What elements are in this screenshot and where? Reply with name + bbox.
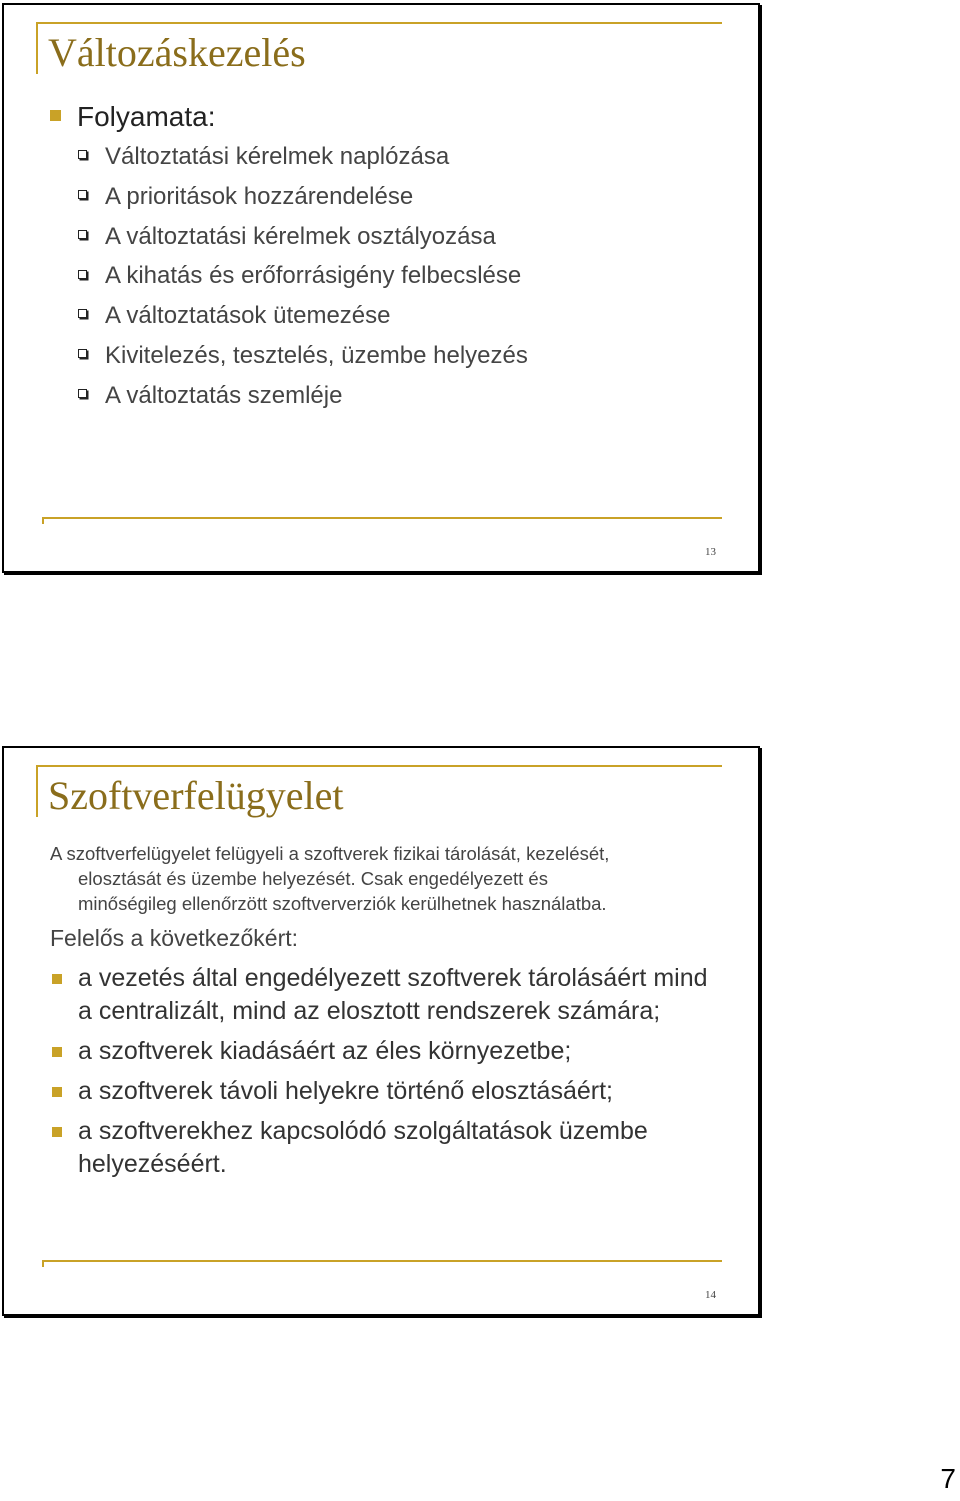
responsibilities-heading: Felelős a következőkért: [50,925,299,951]
title-rule [36,765,722,767]
footer-rule-tick [42,517,44,524]
slide-13 [2,3,760,573]
intro-line: A szoftverfelügyelet felügyeli a szoftverek fizikai tárolását, kezelését, [50,843,610,864]
process-steps-list [78,145,528,424]
list-item: Kivitelezés, tesztelés, üzembe helyezés [78,344,528,384]
list-item: a szoftverek kiadásáért az éles környezetbe; [50,1035,720,1068]
footer-rule-tick [42,1260,44,1267]
list-item: Változtatási kérelmek naplózása [78,145,528,185]
footer-rule [42,517,722,519]
square-bullet-icon [50,110,61,121]
checkbox-bullet-icon [78,190,87,199]
checkbox-bullet-icon [78,389,87,398]
list-item: A változtatási kérelmek osztályozása [78,225,528,265]
checkbox-bullet-icon [78,309,87,318]
checkbox-bullet-icon [78,349,87,358]
list-item: a vezetés által engedélyezett szoftverek tárolásáért mind a centralizált, mind az elosztott rendszerek számára; [50,962,720,1028]
slide-number: 14 [705,1289,716,1301]
checkbox-bullet-icon [78,270,87,279]
slide-title: Szoftverfelügyelet [48,773,344,818]
slide-title: Változáskezelés [48,30,306,75]
intro-line: minőségileg ellenőrzött szoftververziók kerülhetnek használatba. [78,893,607,914]
bullet-level1 [50,103,216,131]
square-bullet-icon [52,1087,62,1097]
title-rule [36,22,722,24]
square-bullet-icon [52,1127,62,1137]
checkbox-bullet-icon [78,150,87,159]
list-item: A változtatás szemléje [78,384,528,424]
responsibilities-list [50,962,720,1188]
slide-number: 13 [705,546,716,558]
list-item: A prioritások hozzárendelése [78,185,528,225]
title-rule-tick [36,765,38,817]
document-page-number: 7 [940,1463,956,1494]
square-bullet-icon [52,974,62,984]
checkbox-bullet-icon [78,230,87,239]
square-bullet-icon [52,1047,62,1057]
list-item: A változtatások ütemezése [78,304,528,344]
list-item: A kihatás és erőforrásigény felbecslése [78,264,528,304]
title-rule-tick [36,22,38,74]
list-item: a szoftverekhez kapcsolódó szolgáltatások üzembe helyezéséért. [50,1115,720,1181]
footer-rule [42,1260,722,1262]
intro-paragraph [50,841,710,916]
slide-14 [2,746,760,1316]
intro-line: elosztását és üzembe helyezését. Csak engedélyezett és [78,868,548,889]
bullet-text: Folyamata: [77,101,216,132]
list-item: a szoftverek távoli helyekre történő elosztásáért; [50,1075,720,1108]
